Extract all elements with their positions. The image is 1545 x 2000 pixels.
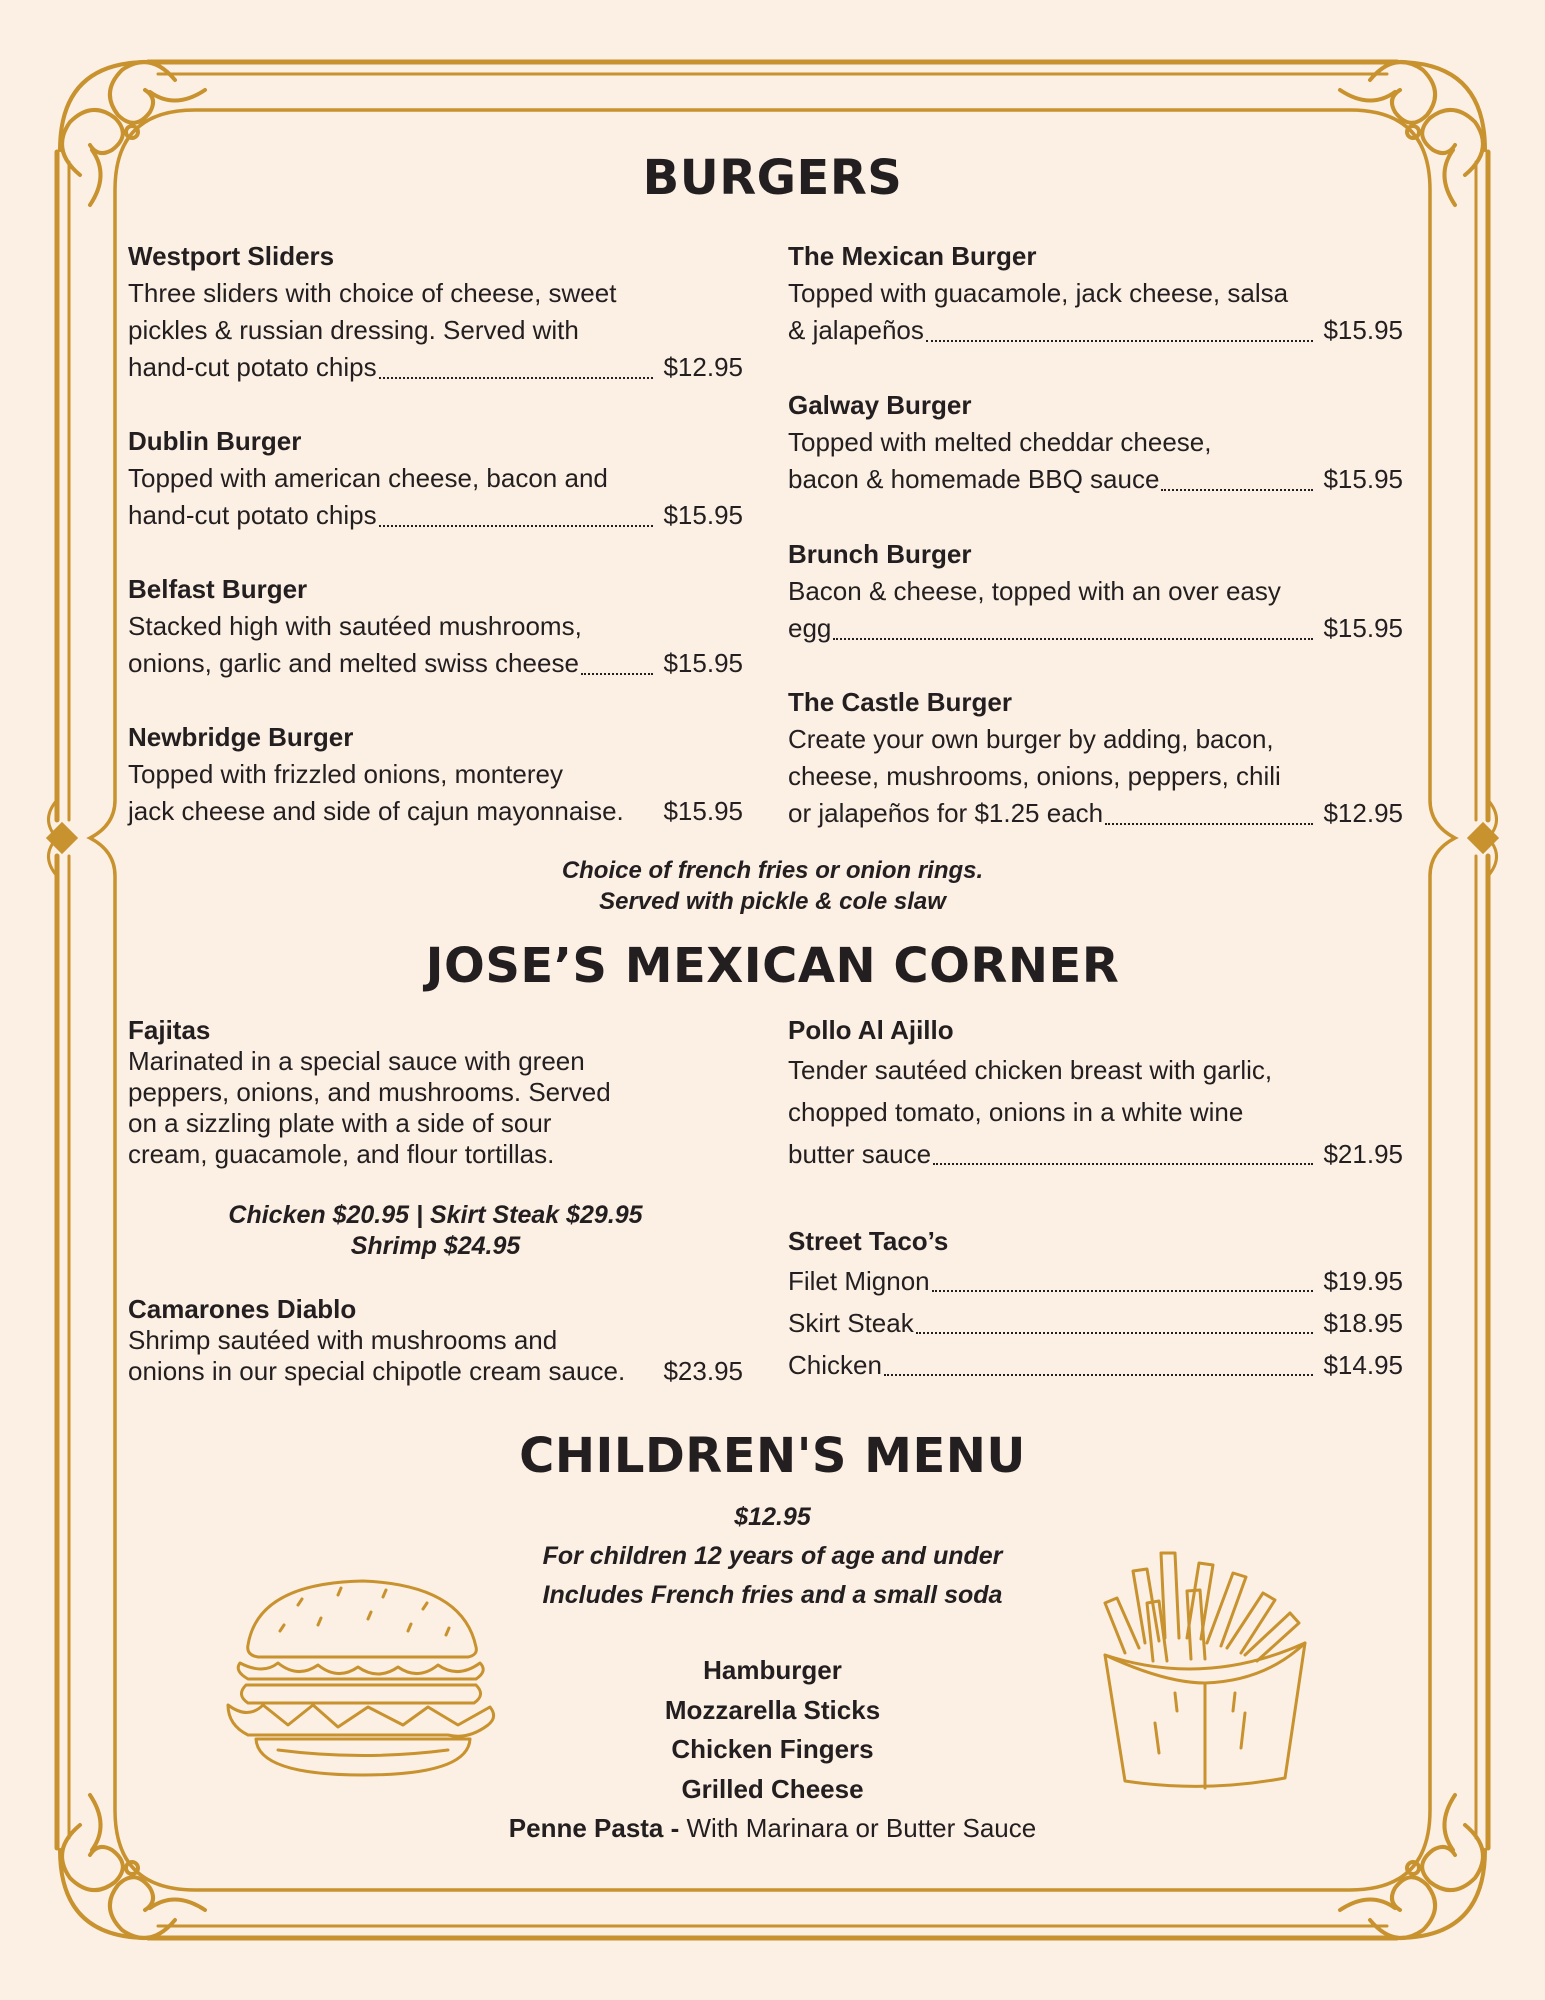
item-price: $23.95 xyxy=(663,1356,743,1386)
dot-leader xyxy=(1161,489,1313,491)
item-name: The Mexican Burger xyxy=(788,241,1037,271)
item-description: bacon & homemade BBQ sauce xyxy=(788,464,1160,494)
item-price-line xyxy=(128,497,743,534)
separator: - xyxy=(663,1813,687,1843)
menu-item xyxy=(128,238,743,386)
item-description: chopped tomato, onions in a white wine xyxy=(788,1097,1244,1127)
item-description: Stacked high with sautéed mushrooms, xyxy=(128,611,582,641)
item-price-line xyxy=(788,795,1403,832)
dot-leader xyxy=(379,377,654,379)
item-name: Pollo Al Ajillo xyxy=(788,1015,954,1045)
item-description: onions, garlic and melted swiss cheese xyxy=(128,648,579,678)
item-name: Dublin Burger xyxy=(128,426,302,456)
menu-item xyxy=(788,387,1403,498)
item-note: With Marinara or Butter Sauce xyxy=(686,1813,1037,1843)
item-name: Galway Burger xyxy=(788,390,972,420)
menu-item xyxy=(788,238,1403,349)
item-description: Create your own burger by adding, bacon, xyxy=(788,724,1274,754)
item-price: $12.95 xyxy=(663,352,743,382)
note-line: Choice of french fries or onion rings. xyxy=(561,857,984,884)
children-title: CHILDREN'S MENU xyxy=(519,1428,1026,1484)
burgers-title: BURGERS xyxy=(642,150,903,206)
taco-price: $14.95 xyxy=(1323,1350,1403,1380)
item-name: Westport Sliders xyxy=(128,241,335,271)
burgers-sides-note xyxy=(0,855,1545,917)
item-description: hand-cut potato chips xyxy=(128,352,377,382)
item-description: egg xyxy=(788,613,832,643)
item-description: Topped with frizzled onions, monterey xyxy=(128,759,564,789)
dot-leader xyxy=(926,340,1314,342)
item-description: Topped with guacamole, jack cheese, salsa xyxy=(788,278,1289,308)
children-price: $12.95 xyxy=(734,1503,811,1531)
item-description: Shrimp sautéed with mushrooms and xyxy=(128,1325,558,1355)
item-price: $15.95 xyxy=(1323,613,1403,643)
list-item xyxy=(0,1809,1545,1849)
fajitas-price-line: Shrimp $24.95 xyxy=(350,1232,521,1260)
item-price-line xyxy=(128,349,743,386)
item-price: $21.95 xyxy=(1323,1139,1403,1169)
item-description: or jalapeños for $1.25 each xyxy=(788,798,1104,828)
item-description: Marinated in a special sauce with green xyxy=(128,1046,585,1076)
menu-item xyxy=(788,536,1403,647)
item-description: cheese, mushrooms, onions, peppers, chili xyxy=(788,761,1281,791)
item-name: Newbridge Burger xyxy=(128,722,354,752)
item-price-line xyxy=(788,1133,1403,1175)
list-item: Hamburger xyxy=(703,1655,842,1685)
taco-option xyxy=(788,1344,1403,1386)
menu-item xyxy=(128,423,743,534)
dot-leader xyxy=(379,525,654,527)
children-info-line: For children 12 years of age and under xyxy=(542,1542,1003,1570)
list-item: Chicken Fingers xyxy=(671,1734,874,1764)
menu-item xyxy=(128,571,743,682)
menu-item xyxy=(128,1015,743,1170)
item-name: The Castle Burger xyxy=(788,687,1012,717)
item-name: Fajitas xyxy=(128,1015,211,1045)
item-description: Topped with melted cheddar cheese, xyxy=(788,427,1212,457)
taco-label: Filet Mignon xyxy=(788,1266,930,1296)
item-description: hand-cut potato chips xyxy=(128,500,377,530)
item-price: $15.95 xyxy=(1323,464,1403,494)
item-price-line xyxy=(788,312,1403,349)
taco-label: Skirt Steak xyxy=(788,1308,914,1338)
item-description: pickles & russian dressing. Served with xyxy=(128,315,579,345)
menu-item xyxy=(788,1222,1403,1386)
burger-illustration xyxy=(218,1575,503,1780)
item-price: $15.95 xyxy=(663,796,743,826)
item-description: Topped with american cheese, bacon and xyxy=(128,463,608,493)
item-name: Street Taco’s xyxy=(788,1226,949,1256)
item-price-line xyxy=(128,1356,743,1387)
menu-item xyxy=(128,719,743,830)
item-description: on a sizzling plate with a side of sour xyxy=(128,1108,552,1138)
item-description: jack cheese and side of cajun mayonnaise. xyxy=(128,796,624,826)
list-item: Grilled Cheese xyxy=(681,1773,864,1804)
dot-leader xyxy=(1105,823,1313,825)
menu-item xyxy=(128,1294,743,1387)
dot-leader xyxy=(581,673,654,675)
item-name: Belfast Burger xyxy=(128,574,308,604)
item-price: $15.95 xyxy=(663,648,743,678)
fajitas-prices xyxy=(128,1200,743,1262)
item-price: $15.95 xyxy=(1323,315,1403,345)
item-description: onions in our special chipotle cream sauce. xyxy=(128,1356,626,1386)
item-description: cream, guacamole, and flour tortillas. xyxy=(128,1139,555,1169)
item-name: Camarones Diablo xyxy=(128,1294,357,1324)
list-item: Mozzarella Sticks xyxy=(664,1694,881,1725)
children-info-line: Includes French fries and a small soda xyxy=(542,1581,1003,1609)
mexican-title: JOSE’S MEXICAN CORNER xyxy=(425,938,1120,994)
menu-item xyxy=(788,684,1403,832)
note-line: Served with pickle & cole slaw xyxy=(599,888,946,915)
item-description: butter sauce xyxy=(788,1139,932,1169)
item-price-line xyxy=(788,461,1403,498)
dot-leader xyxy=(933,1163,1313,1165)
fajitas-price-line: Chicken $20.95 | Skirt Steak $29.95 xyxy=(228,1201,643,1229)
item-name: Brunch Burger xyxy=(788,539,972,569)
dot-leader xyxy=(833,638,1313,640)
item-description: & jalapeños xyxy=(788,315,924,345)
item-description: Bacon & cheese, topped with an over easy xyxy=(788,576,1281,606)
taco-label: Chicken xyxy=(788,1350,882,1380)
item-price: $15.95 xyxy=(663,500,743,530)
dot-leader xyxy=(916,1332,1314,1334)
dot-leader xyxy=(932,1290,1314,1292)
fries-illustration xyxy=(1095,1543,1315,1793)
taco-price: $19.95 xyxy=(1323,1266,1403,1296)
taco-option xyxy=(788,1260,1403,1302)
item-description: Tender sautéed chicken breast with garlic, xyxy=(788,1055,1273,1085)
menu-item xyxy=(788,1012,1403,1175)
item-description: Three sliders with choice of cheese, sweet xyxy=(128,278,617,308)
item-price-line xyxy=(788,610,1403,647)
item-price-line xyxy=(128,645,743,682)
taco-option xyxy=(788,1302,1403,1344)
item-price: $12.95 xyxy=(1323,798,1403,828)
item-name: Penne Pasta xyxy=(508,1813,664,1843)
dot-leader xyxy=(884,1374,1314,1376)
item-price-line xyxy=(128,793,743,830)
taco-price: $18.95 xyxy=(1323,1308,1403,1338)
item-description: peppers, onions, and mushrooms. Served xyxy=(128,1077,611,1107)
